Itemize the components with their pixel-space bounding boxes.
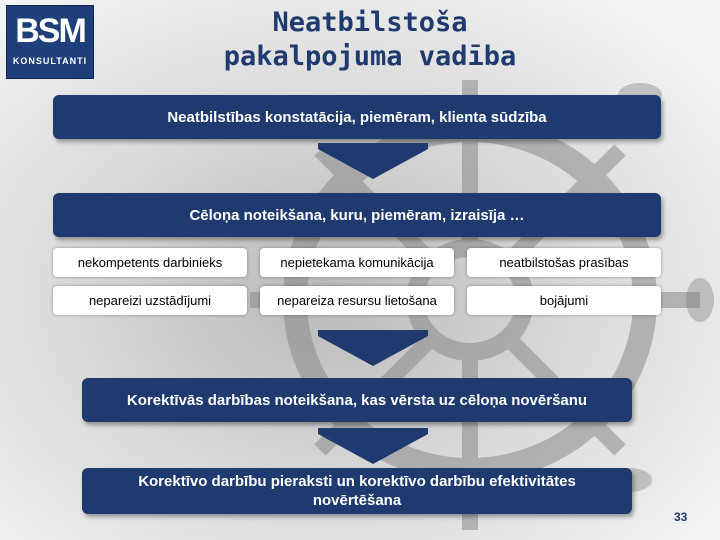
slide-title xyxy=(130,6,610,74)
cause-item: nepareizi uzstādījumi xyxy=(53,286,247,315)
logo-mark: BSM xyxy=(15,12,85,50)
company-logo xyxy=(6,5,94,79)
logo-subtitle: KONSULTANTI xyxy=(12,56,88,66)
step-records-and-evaluation: Korektīvo darbību pieraksti un korektīvo darbību efektivitātes novērtēšana xyxy=(82,468,632,514)
step-nonconformity-detection: Neatbilstības konstatācija, piemēram, klienta sūdzība xyxy=(53,95,661,139)
title-line-1: Neatbilstoša xyxy=(272,7,468,38)
cause-item: nepietekama komunikācija xyxy=(260,248,454,277)
cause-item: bojājumi xyxy=(467,286,661,315)
cause-item: nepareiza resursu lietošana xyxy=(260,286,454,315)
page-number: 33 xyxy=(674,510,688,524)
step-corrective-action: Korektīvās darbības noteikšana, kas vērsta uz cēloņa novēršanu xyxy=(82,378,632,422)
cause-item: nekompetents darbinieks xyxy=(53,248,247,277)
flow-arrow-down-icon xyxy=(318,428,428,464)
flow-arrow-down-icon xyxy=(318,143,428,179)
cause-item: neatbilstošas prasības xyxy=(467,248,661,277)
step-cause-identification: Cēloņa noteikšana, kuru, piemēram, izraisīja … xyxy=(53,193,661,237)
title-line-2: pakalpojuma vadība xyxy=(223,41,517,72)
flow-arrow-down-icon xyxy=(318,330,428,366)
